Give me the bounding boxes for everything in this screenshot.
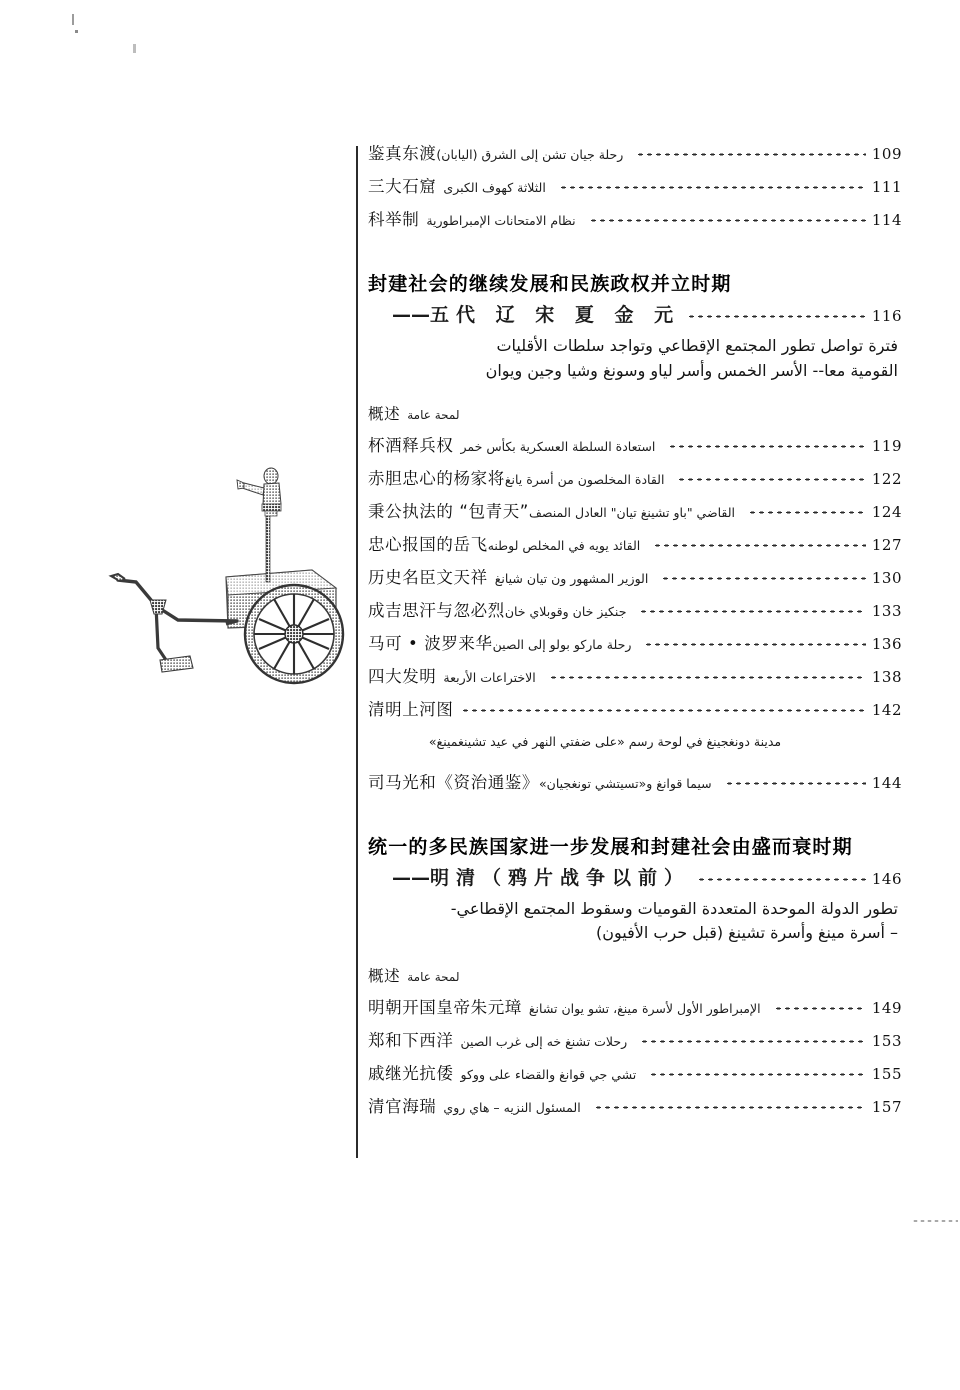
scan-speckle	[133, 44, 136, 53]
leader-dots	[594, 1106, 866, 1109]
toc-entry-page: 109	[871, 145, 902, 163]
leader-dots	[649, 1073, 866, 1076]
chariot-wheel	[245, 585, 343, 683]
toc-entry-title-zh: 司马光和《资治通鉴》	[368, 772, 539, 792]
toc-entry-title-ar: رحلة ماركو بولو إلى الصين	[492, 636, 632, 652]
scan-speckle	[75, 30, 78, 33]
toc-entry-page: 127	[871, 535, 902, 554]
section-heading-2	[356, 832, 902, 947]
toc-entry[interactable]	[356, 206, 902, 239]
toc-entry-page: 153	[871, 1032, 902, 1051]
toc-entry[interactable]	[356, 465, 902, 498]
toc-entry[interactable]	[356, 564, 902, 597]
overview-label-ar: لمحة عامة	[407, 970, 460, 985]
toc-entry-page: 111	[871, 178, 902, 196]
section1-arabic-subtitle	[368, 327, 902, 384]
table-of-contents	[356, 140, 902, 1126]
section2-arabic-subtitle	[368, 890, 902, 947]
section2-arabic-line1: تطور الدولة الموحدة المتعددة القوميات وسقوط المجتمع الإقطاعي-	[450, 898, 898, 918]
toc-entry[interactable]	[356, 531, 902, 564]
toc-entry-page: 119	[871, 436, 902, 455]
section2-dynasties: 明清（鸦片战争以前）	[430, 866, 691, 889]
section2-subtitle-row[interactable]	[368, 863, 902, 890]
section2-page: 146	[871, 869, 902, 888]
section2-overview	[356, 964, 902, 994]
toc-entry-page: 122	[871, 469, 902, 488]
section1-page: 116	[871, 307, 902, 325]
section2-dash: ——	[392, 866, 430, 889]
toc-entry-page: 133	[871, 601, 902, 620]
leader-dots	[668, 445, 866, 448]
toc-entry[interactable]	[356, 769, 902, 802]
toc-entry-title-zh: 清明上河图	[368, 699, 454, 719]
chariot-mast	[266, 514, 270, 582]
toc-entry-title-ar: تشي جي قوانغ والقضاء على ووكو	[460, 1067, 637, 1083]
leader-dots	[774, 1007, 866, 1010]
toc-entry-title-ar: الإمبراطور الأول لأسرة مينغ، تشو يوان تشانغ	[528, 1001, 761, 1017]
toc-entry-title-ar: القائد يويه في المخلص لوطنه	[487, 537, 641, 553]
section1-overview	[356, 402, 902, 432]
overview-label-zh: 概述	[368, 967, 401, 986]
overview-label-ar: لمحة عامة	[407, 407, 460, 422]
toc-entry-page: 130	[871, 568, 902, 587]
section2-arabic-line2: – أسرة مينغ وأسرة تشينغ (قبل حرب الأفيون)	[595, 923, 898, 943]
toc-entry[interactable]	[356, 663, 902, 696]
leader-dots	[636, 153, 866, 156]
toc-entry-page: 114	[871, 211, 902, 229]
toc-entry-title-ar: استعادة السلطة العسكرية بكأس خمر	[460, 438, 656, 454]
leader-dots	[559, 186, 866, 189]
toc-entry[interactable]	[356, 1060, 902, 1093]
toc-entry-title-zh: 鉴真东渡	[368, 144, 437, 163]
section2-title: 统一的多民族国家进一步发展和封建社会由盛而衰时期	[368, 835, 853, 858]
toc-entry[interactable]	[356, 597, 902, 630]
leader-dots	[589, 219, 866, 222]
section1-subtitle-row[interactable]	[368, 300, 902, 327]
toc-entry-title-zh: 清官海瑞	[368, 1097, 437, 1117]
toc-entry[interactable]	[356, 173, 902, 206]
section1-dynasties: 五代 辽 宋 夏 金 元	[430, 304, 681, 326]
leader-dots	[677, 478, 865, 481]
pointing-figure	[237, 468, 281, 516]
toc-entry-page: 124	[871, 502, 902, 521]
leader-dots	[661, 577, 866, 580]
section1-arabic-line1: فترة تواصل تطور المجتمع الإقطاعي وتواجد سلطات الأقليات	[496, 336, 898, 355]
toc-entry-title-zh: 三大石窟	[368, 177, 437, 196]
toc-entry-title-ar: الثلاثة كهوف الكبرى	[443, 180, 546, 195]
toc-entry-title-ar: القاضي "باو تشينغ تيان" العادل المنصف	[528, 504, 735, 520]
toc-entry-title-zh: 郑和下西洋	[368, 1031, 454, 1051]
toc-entry-page: 155	[871, 1065, 902, 1084]
leader-dots	[644, 643, 865, 646]
toc-entry-title-zh: 四大发明	[368, 666, 437, 686]
section1-title: 封建社会的继续发展和民族政权并立时期	[368, 273, 732, 295]
toc-entry-page: 149	[871, 999, 902, 1018]
toc-entry[interactable]	[356, 432, 902, 465]
toc-entry[interactable]	[356, 1093, 902, 1126]
toc-entry[interactable]	[356, 140, 902, 173]
toc-entry[interactable]	[356, 994, 902, 1027]
toc-entry-page: 144	[871, 773, 902, 792]
toc-entry[interactable]	[356, 1027, 902, 1060]
toc-entry-title-ar: رحلة جيان تشن إلى الشرق (اليابان)	[436, 147, 624, 162]
toc-entry-title-ar: الاختراعات الأربعة	[443, 669, 536, 685]
leader-dots	[461, 709, 866, 712]
section-heading-1	[356, 269, 902, 384]
section1-dash: ——	[392, 304, 430, 326]
toc-entry-title-zh: 科举制	[368, 210, 420, 229]
toc-entry-title-zh: 戚继光抗倭	[368, 1064, 454, 1084]
toc-entry-title-ar: نظام الامتحانات الإمبراطورية	[426, 213, 576, 228]
toc-entry-title-zh: 马可 • 波罗来华	[368, 633, 493, 653]
leader-dots	[748, 511, 866, 514]
scan-speckle	[72, 14, 74, 25]
leader-dots	[549, 676, 866, 679]
leader-dots	[639, 610, 865, 613]
toc-entry-title-zh: 赤胆忠心的杨家将	[368, 468, 505, 488]
chariot-shaft	[111, 574, 237, 666]
leader-dots	[697, 878, 866, 881]
toc-entry-title-ar: الوزير المشهور ون تيان شيانغ	[494, 570, 649, 586]
leader-dots	[640, 1040, 866, 1043]
leader-dots	[725, 782, 866, 785]
south-pointing-chariot-illustration	[98, 452, 346, 690]
toc-entry-title-ar: رحلات تشنغ خه إلى غرب الصين	[460, 1034, 628, 1050]
toc-entry-title-zh: 明朝开国皇帝朱元璋	[368, 998, 522, 1018]
toc-entry-title-zh: 杯酒释兵权	[368, 435, 454, 455]
toc-entry-title-zh: 历史名臣文天祥	[368, 567, 488, 587]
toc-entry-title-ar: سيما قوانغ و«تسيتشي تونغجيان»	[539, 775, 712, 791]
leader-dots	[653, 544, 866, 547]
toc-entry[interactable]	[356, 630, 902, 663]
toc-entry-title-zh: 忠心报国的岳飞	[368, 534, 488, 554]
toc-entry-page: 136	[871, 634, 902, 653]
toc-entry[interactable]	[356, 696, 902, 729]
section1-arabic-line2: القومية معا-- الأسر الخمس وأسر لياو وسونغ وشيا وجين ويوان	[485, 360, 898, 380]
toc-entry-title-ar: القادة المخلصون من أسرة يانغ	[504, 471, 665, 487]
toc-entry[interactable]	[356, 498, 902, 531]
leader-dots	[687, 315, 866, 318]
scan-artifact-dots	[912, 1219, 958, 1223]
toc-entry-subtitle-ar: مدينة دونغجينغ في لوحة رسم «على ضفتي النهر في عيد تشينغمينغ»	[428, 733, 782, 749]
toc-entry-title-zh: 秉公执法的 “包青天”	[368, 501, 529, 521]
toc-entry-page: 142	[871, 700, 902, 719]
toc-entry-page: 138	[871, 667, 902, 686]
toc-entry-title-zh: 成吉思汗与忽必烈	[368, 600, 505, 620]
toc-entry-page: 157	[871, 1098, 902, 1117]
overview-label-zh: 概述	[368, 404, 401, 423]
toc-entry-title-ar: المسئول النزيه – هاي روي	[443, 1100, 581, 1116]
toc-entry-title-ar: جنكيز خان وقوبلاي خان	[504, 603, 627, 619]
